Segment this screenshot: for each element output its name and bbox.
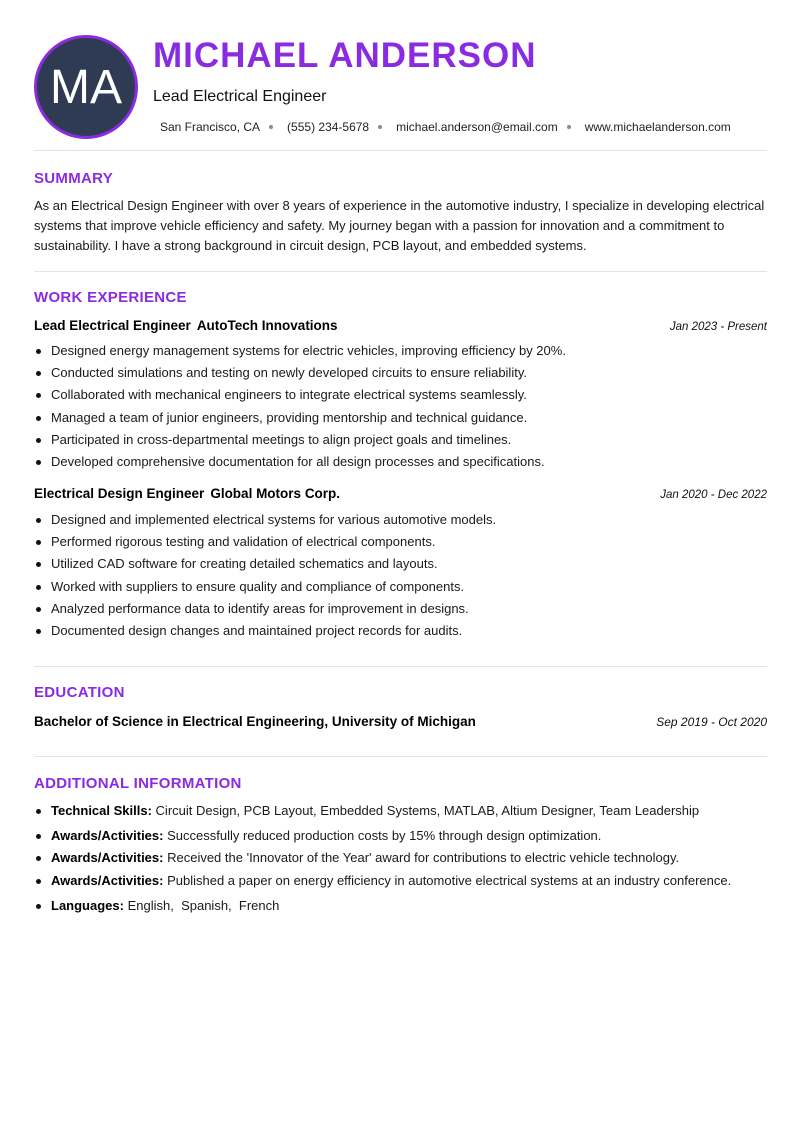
contact-phone: (555) 234-5678: [287, 120, 370, 134]
avatar-initials: MA: [50, 60, 122, 114]
job-title: [34, 318, 338, 333]
info-label: Technical Skills:: [51, 803, 152, 818]
education-degree: Bachelor of Science in Electrical Engineering, University of Michigan: [34, 714, 476, 729]
info-label: Awards/Activities:: [51, 872, 164, 888]
info-label: Awards/Activities:: [51, 827, 164, 843]
divider: [34, 150, 767, 151]
divider: [34, 666, 767, 667]
job-dates: Jan 2020 - Dec 2022: [660, 489, 767, 501]
list-item: Conducted simulations and testing on newly developed circuits to ensure reliability.: [34, 362, 767, 384]
job-bullets: [34, 509, 767, 642]
contact-bar: [160, 120, 731, 134]
job-header: [34, 318, 767, 333]
separator-dot-icon: [269, 125, 273, 129]
list-item: [34, 847, 774, 870]
divider: [34, 756, 767, 757]
job-dates: Jan 2023 - Present: [669, 321, 767, 333]
list-item: Developed comprehensive documentation for all design processes and specifications.: [34, 451, 767, 473]
education-dates: Sep 2019 - Oct 2020: [656, 715, 767, 729]
info-text: Successfully reduced production costs by 15% through design optimization.: [167, 827, 602, 843]
additional-list: [34, 800, 774, 918]
list-item: [34, 825, 774, 848]
experience-heading: WORK EXPERIENCE: [34, 289, 187, 306]
list-item: [34, 870, 774, 893]
candidate-role: Lead Electrical Engineer: [153, 88, 327, 105]
info-text: Published a paper on energy efficiency in automotive electrical systems at an industry conference.: [167, 872, 732, 888]
list-item: Performed rigorous testing and validation of electrical components.: [34, 531, 767, 553]
list-item: Utilized CAD software for creating detailed schematics and layouts.: [34, 553, 767, 575]
job-position: Lead Electrical Engineer: [34, 318, 191, 333]
list-item: Collaborated with mechanical engineers to integrate electrical systems seamlessly.: [34, 384, 767, 406]
job-company: AutoTech Innovations: [196, 318, 338, 333]
info-text: English, Spanish, French: [127, 898, 280, 913]
list-item: Designed energy management systems for electric vehicles, improving efficiency by 20%.: [34, 340, 767, 362]
info-label: Languages:: [51, 898, 124, 913]
info-text: Circuit Design, PCB Layout, Embedded Systems, MATLAB, Altium Designer, Team Leadership: [155, 803, 700, 818]
divider: [34, 271, 767, 272]
contact-website[interactable]: www.michaelanderson.com: [584, 120, 731, 134]
list-item: Managed a team of junior engineers, providing mentorship and technical guidance.: [34, 407, 767, 429]
info-label: Awards/Activities:: [51, 850, 164, 865]
contact-location: San Francisco, CA: [160, 120, 261, 134]
list-item: Designed and implemented electrical systems for various automotive models.: [34, 509, 767, 531]
job-header: [34, 486, 767, 501]
job-position: Electrical Design Engineer: [34, 486, 205, 501]
list-item: [34, 895, 774, 918]
job-title: [34, 486, 340, 501]
info-text: Received the 'Innovator of the Year' award for contributions to electric vehicle technology.: [167, 850, 680, 865]
list-item: [34, 800, 774, 823]
avatar: [34, 35, 138, 139]
list-item: Analyzed performance data to identify areas for improvement in designs.: [34, 598, 767, 620]
education-heading: EDUCATION: [34, 684, 125, 701]
job-company: Global Motors Corp.: [210, 486, 341, 501]
candidate-name: MICHAEL ANDERSON: [153, 36, 537, 75]
additional-heading: ADDITIONAL INFORMATION: [34, 775, 242, 792]
summary-text: As an Electrical Design Engineer with over 8 years of experience in the automotive industry, I specialize in developing electrical systems that improve vehicle efficiency and safety. My journey began with a passion for innovation and a commitment to sustainability. I have a strong background in circuit design, PCB layout, and embedded systems.: [34, 198, 765, 253]
list-item: Worked with suppliers to ensure quality and compliance of components.: [34, 576, 767, 598]
list-item: Participated in cross-departmental meetings to align project goals and timelines.: [34, 429, 767, 451]
separator-dot-icon: [567, 125, 571, 129]
summary-heading: SUMMARY: [34, 170, 114, 187]
contact-email[interactable]: michael.anderson@email.com: [396, 120, 558, 134]
education-row: [34, 714, 767, 729]
list-item: Documented design changes and maintained project records for audits.: [34, 620, 767, 642]
job-bullets: [34, 340, 767, 473]
separator-dot-icon: [378, 125, 382, 129]
